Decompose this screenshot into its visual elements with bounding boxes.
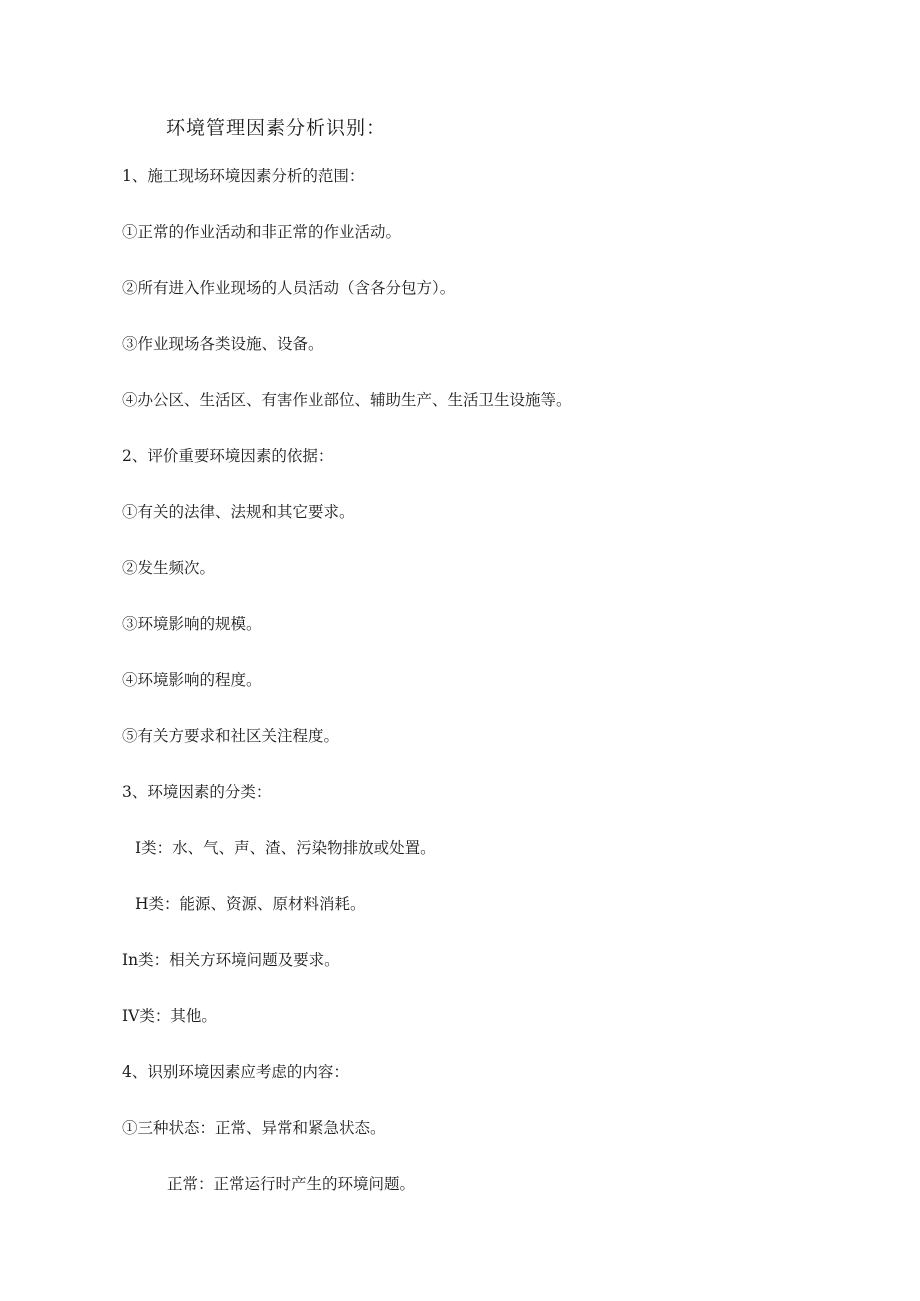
section-1-item-2: ②所有进入作业现场的人员活动（含各分包方）。 <box>122 279 456 297</box>
section-1-item-3: ③作业现场各类设施、设备。 <box>122 335 324 353</box>
section-2-item-1: ①有关的法律、法规和其它要求。 <box>122 503 355 521</box>
section-4-subitem-normal: 正常：正常运行时产生的环境问题。 <box>167 1175 416 1193</box>
section-4-item-1: ①三种状态：正常、异常和紧急状态。 <box>122 1119 386 1137</box>
section-3-heading: 3、环境因素的分类： <box>122 783 272 801</box>
document-title: 环境管理因素分析识别： <box>166 117 387 139</box>
category-1: I类：水、气、声、渣、污染物排放或处置。 <box>135 839 436 857</box>
section-2-item-5: ⑤有关方要求和社区关注程度。 <box>122 727 340 745</box>
section-2-heading: 2、评价重要环境因素的依据： <box>122 447 334 465</box>
section-1-item-1: ①正常的作业活动和非正常的作业活动。 <box>122 223 402 241</box>
section-2-item-2: ②发生频次。 <box>122 559 216 577</box>
category-2: H类：能源、资源、原材料消耗。 <box>135 895 366 913</box>
section-1-heading: 1、施工现场环境因素分析的范围： <box>122 167 365 185</box>
section-4-heading: 4、识别环境因素应考虑的内容： <box>122 1063 349 1081</box>
category-4: IV类：其他。 <box>122 1007 217 1025</box>
section-1-item-4: ④办公区、生活区、有害作业部位、辅助生产、生活卫生设施等。 <box>122 391 572 409</box>
category-3: In类：相关方环境问题及要求。 <box>122 951 340 969</box>
section-2-item-3: ③环境影响的规模。 <box>122 615 262 633</box>
section-2-item-4: ④环境影响的程度。 <box>122 671 262 689</box>
